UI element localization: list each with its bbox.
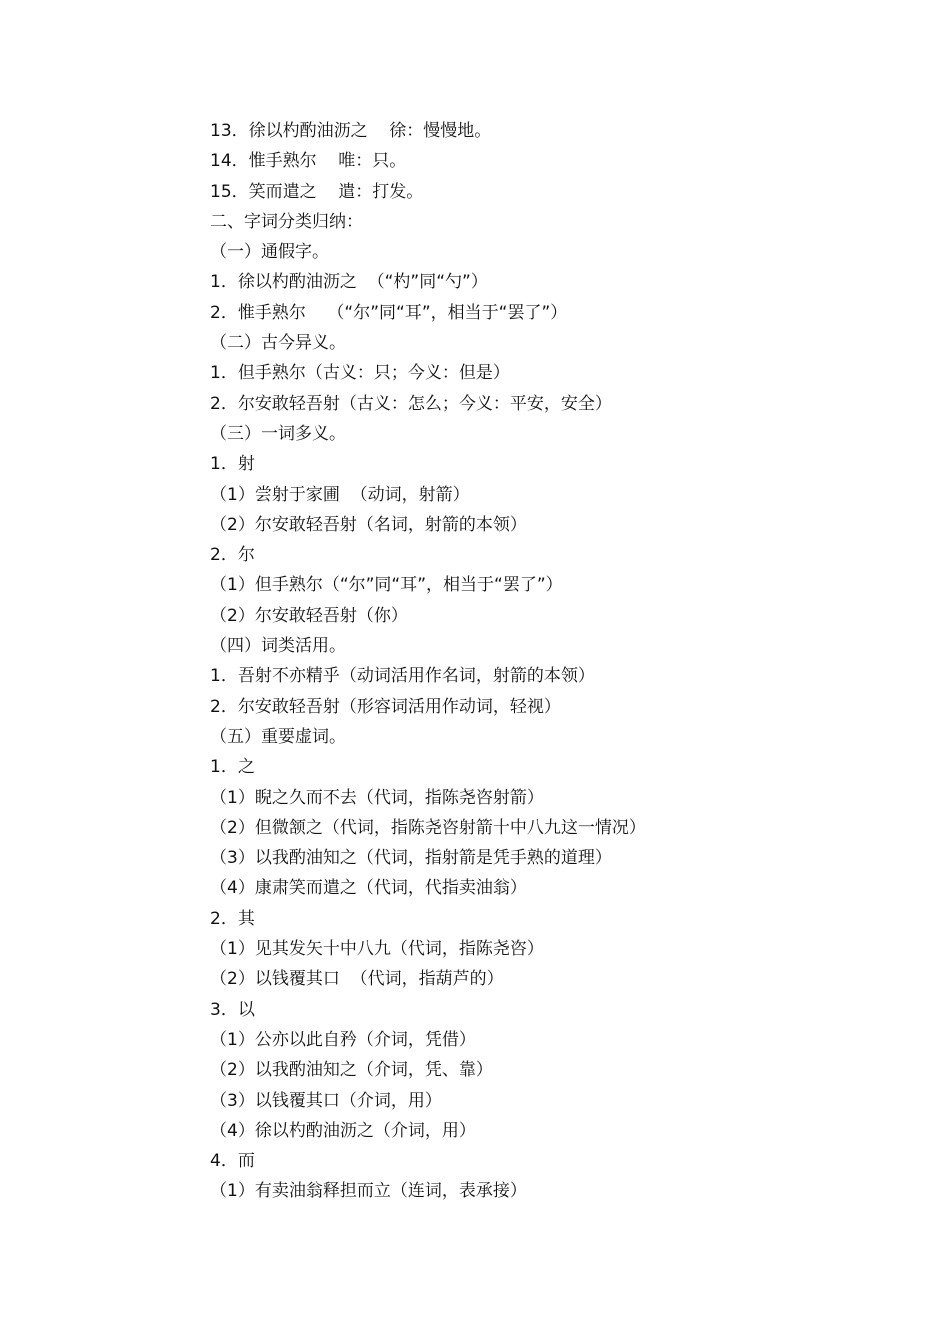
subsection-heading: （一）通假字。 bbox=[210, 242, 329, 263]
text-line: 13．徐以杓酌油沥之 徐：慢慢地。 bbox=[210, 121, 492, 141]
text-line: 1．射 bbox=[210, 454, 255, 475]
text-line: （3）以我酌油知之（代词，指射箭是凭手熟的道理） bbox=[210, 848, 612, 869]
subsection-heading: （二）古今异义。 bbox=[210, 333, 346, 354]
text-line: 1．之 bbox=[210, 757, 255, 778]
text-line: 1．吾射不亦精乎（动词活用作名词，射箭的本领） bbox=[210, 666, 595, 687]
text-line: （2）尔安敢轻吾射（你） bbox=[210, 605, 408, 626]
text-line: （2）但微颔之（代词，指陈尧咨射箭十中八九这一情况） bbox=[210, 817, 646, 838]
section-heading: 二、字词分类归纳： bbox=[210, 211, 363, 232]
text-line: 3．以 bbox=[210, 999, 255, 1020]
text-line: （3）以钱覆其口（介词，用） bbox=[210, 1090, 442, 1111]
text-line: （2）尔安敢轻吾射（名词，射箭的本领） bbox=[210, 514, 527, 535]
text-line: （2）以钱覆其口 （代词，指葫芦的） bbox=[210, 969, 504, 990]
text-line: （1）睨之久而不去（代词，指陈尧咨射箭） bbox=[210, 787, 544, 808]
text-line: 2．其 bbox=[210, 908, 255, 929]
text-line: 1．但手熟尔（古义：只；今义：但是） bbox=[210, 363, 510, 384]
text-line: （1）尝射于家圃 （动词，射箭） bbox=[210, 484, 470, 505]
text-line: （4）康肃笑而遣之（代词，代指卖油翁） bbox=[210, 878, 527, 899]
subsection-heading: （五）重要虚词。 bbox=[210, 726, 346, 747]
subsection-heading: （三）一词多义。 bbox=[210, 423, 346, 444]
text-line: （1）有卖油翁释担而立（连词，表承接） bbox=[210, 1181, 527, 1202]
text-line: 4．而 bbox=[210, 1151, 255, 1172]
text-line: （1）见其发矢十中八九（代词，指陈尧咨） bbox=[210, 939, 544, 960]
document-body bbox=[210, 116, 810, 1207]
text-line: （2）以我酌油知之（介词，凭、靠） bbox=[210, 1060, 493, 1081]
text-line: （4）徐以杓酌油沥之（介词，用） bbox=[210, 1120, 476, 1141]
text-line: 1．徐以杓酌油沥之 （“杓”同“勺”） bbox=[210, 272, 488, 293]
text-line: 14．惟手熟尔 唯：只。 bbox=[210, 151, 407, 172]
text-line: 2．尔安敢轻吾射（形容词活用作动词，轻视） bbox=[210, 696, 561, 717]
text-line: 15．笑而遣之 遣：打发。 bbox=[210, 181, 424, 202]
text-line: （1）但手熟尔（“尔”同“耳”，相当于“罢了”） bbox=[210, 575, 563, 596]
text-line: 2．尔 bbox=[210, 545, 255, 566]
text-line: 2．惟手熟尔 （“尔”同“耳”，相当于“罢了”） bbox=[210, 302, 568, 323]
text-line: 2．尔安敢轻吾射（古义：怎么；今义：平安，安全） bbox=[210, 393, 612, 414]
subsection-heading: （四）词类活用。 bbox=[210, 636, 346, 657]
text-line: （1）公亦以此自矜（介词，凭借） bbox=[210, 1029, 476, 1050]
